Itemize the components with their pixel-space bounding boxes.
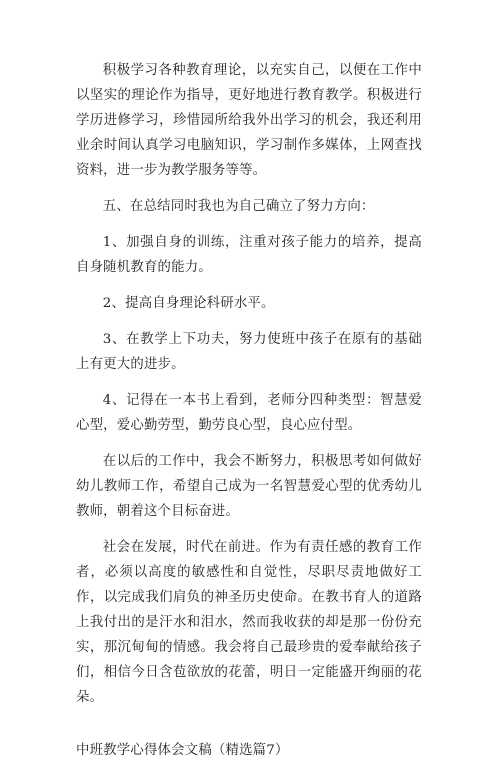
paragraph-gap — [76, 280, 422, 291]
paragraph-gap — [76, 524, 422, 535]
paragraph-gap — [76, 183, 422, 194]
paragraph-item-3: 3、在教学上下功夫，努力使班中孩子在原有的基础上有更大的进步。 — [76, 332, 422, 372]
document-page — [76, 58, 422, 763]
paragraph-gap — [76, 316, 422, 327]
paragraph-gap — [76, 710, 422, 738]
paragraph-direction-heading: 五、在总结同时我也为自己确立了努力方向： — [102, 199, 375, 214]
paragraph-gap — [76, 377, 422, 388]
paragraph-future-work: 在以后的工作中，我会不断努力，积极思考如何做好幼儿教师工作，希望自己成为一名智慧爱心型的优秀幼儿教师，朝着这个目标奋进。 — [76, 454, 422, 519]
paragraph-gap — [76, 438, 422, 449]
section-title: 中班教学心得体会文稿（精选篇7） — [76, 743, 289, 758]
paragraph-study: 积极学习各种教育理论，以充实自己，以便在工作中以坚实的理论作为指导，更好地进行教育教学。积极进行学历进修学习，珍惜园所给我外出学习的机会，我还利用业余时间认真学习电脑知识，学习制作多媒体，上网查找资料，进一步为教学服务等等。 — [76, 63, 422, 178]
paragraph-item-2: 2、提高自身理论科研水平。 — [102, 296, 275, 311]
paragraph-gap — [76, 219, 422, 230]
paragraph-item-4: 4、记得在一本书上看到，老师分四种类型：智慧爱心型，爱心勤劳型，勤劳良心型，良心应付型。 — [76, 393, 422, 433]
paragraph-item-1: 1、加强自身的训练，注重对孩子能力的培养，提高自身随机教育的能力。 — [76, 235, 422, 275]
paragraph-conclusion: 社会在发展，时代在前进。作为有责任感的教育工作者，必须以高度的敏感性和自觉性，尽职尽责地做好工作，以完成我们肩负的神圣历史使命。在教书育人的道路上我付出的是汗水和泪水，然而我收获的却是那一份份充实，那沉甸甸的情感。我会将自己最珍贵的爱奉献给孩子们，相信今日含苞欲放的花蕾，明日一定能盛开绚丽的花朵。 — [76, 540, 422, 705]
